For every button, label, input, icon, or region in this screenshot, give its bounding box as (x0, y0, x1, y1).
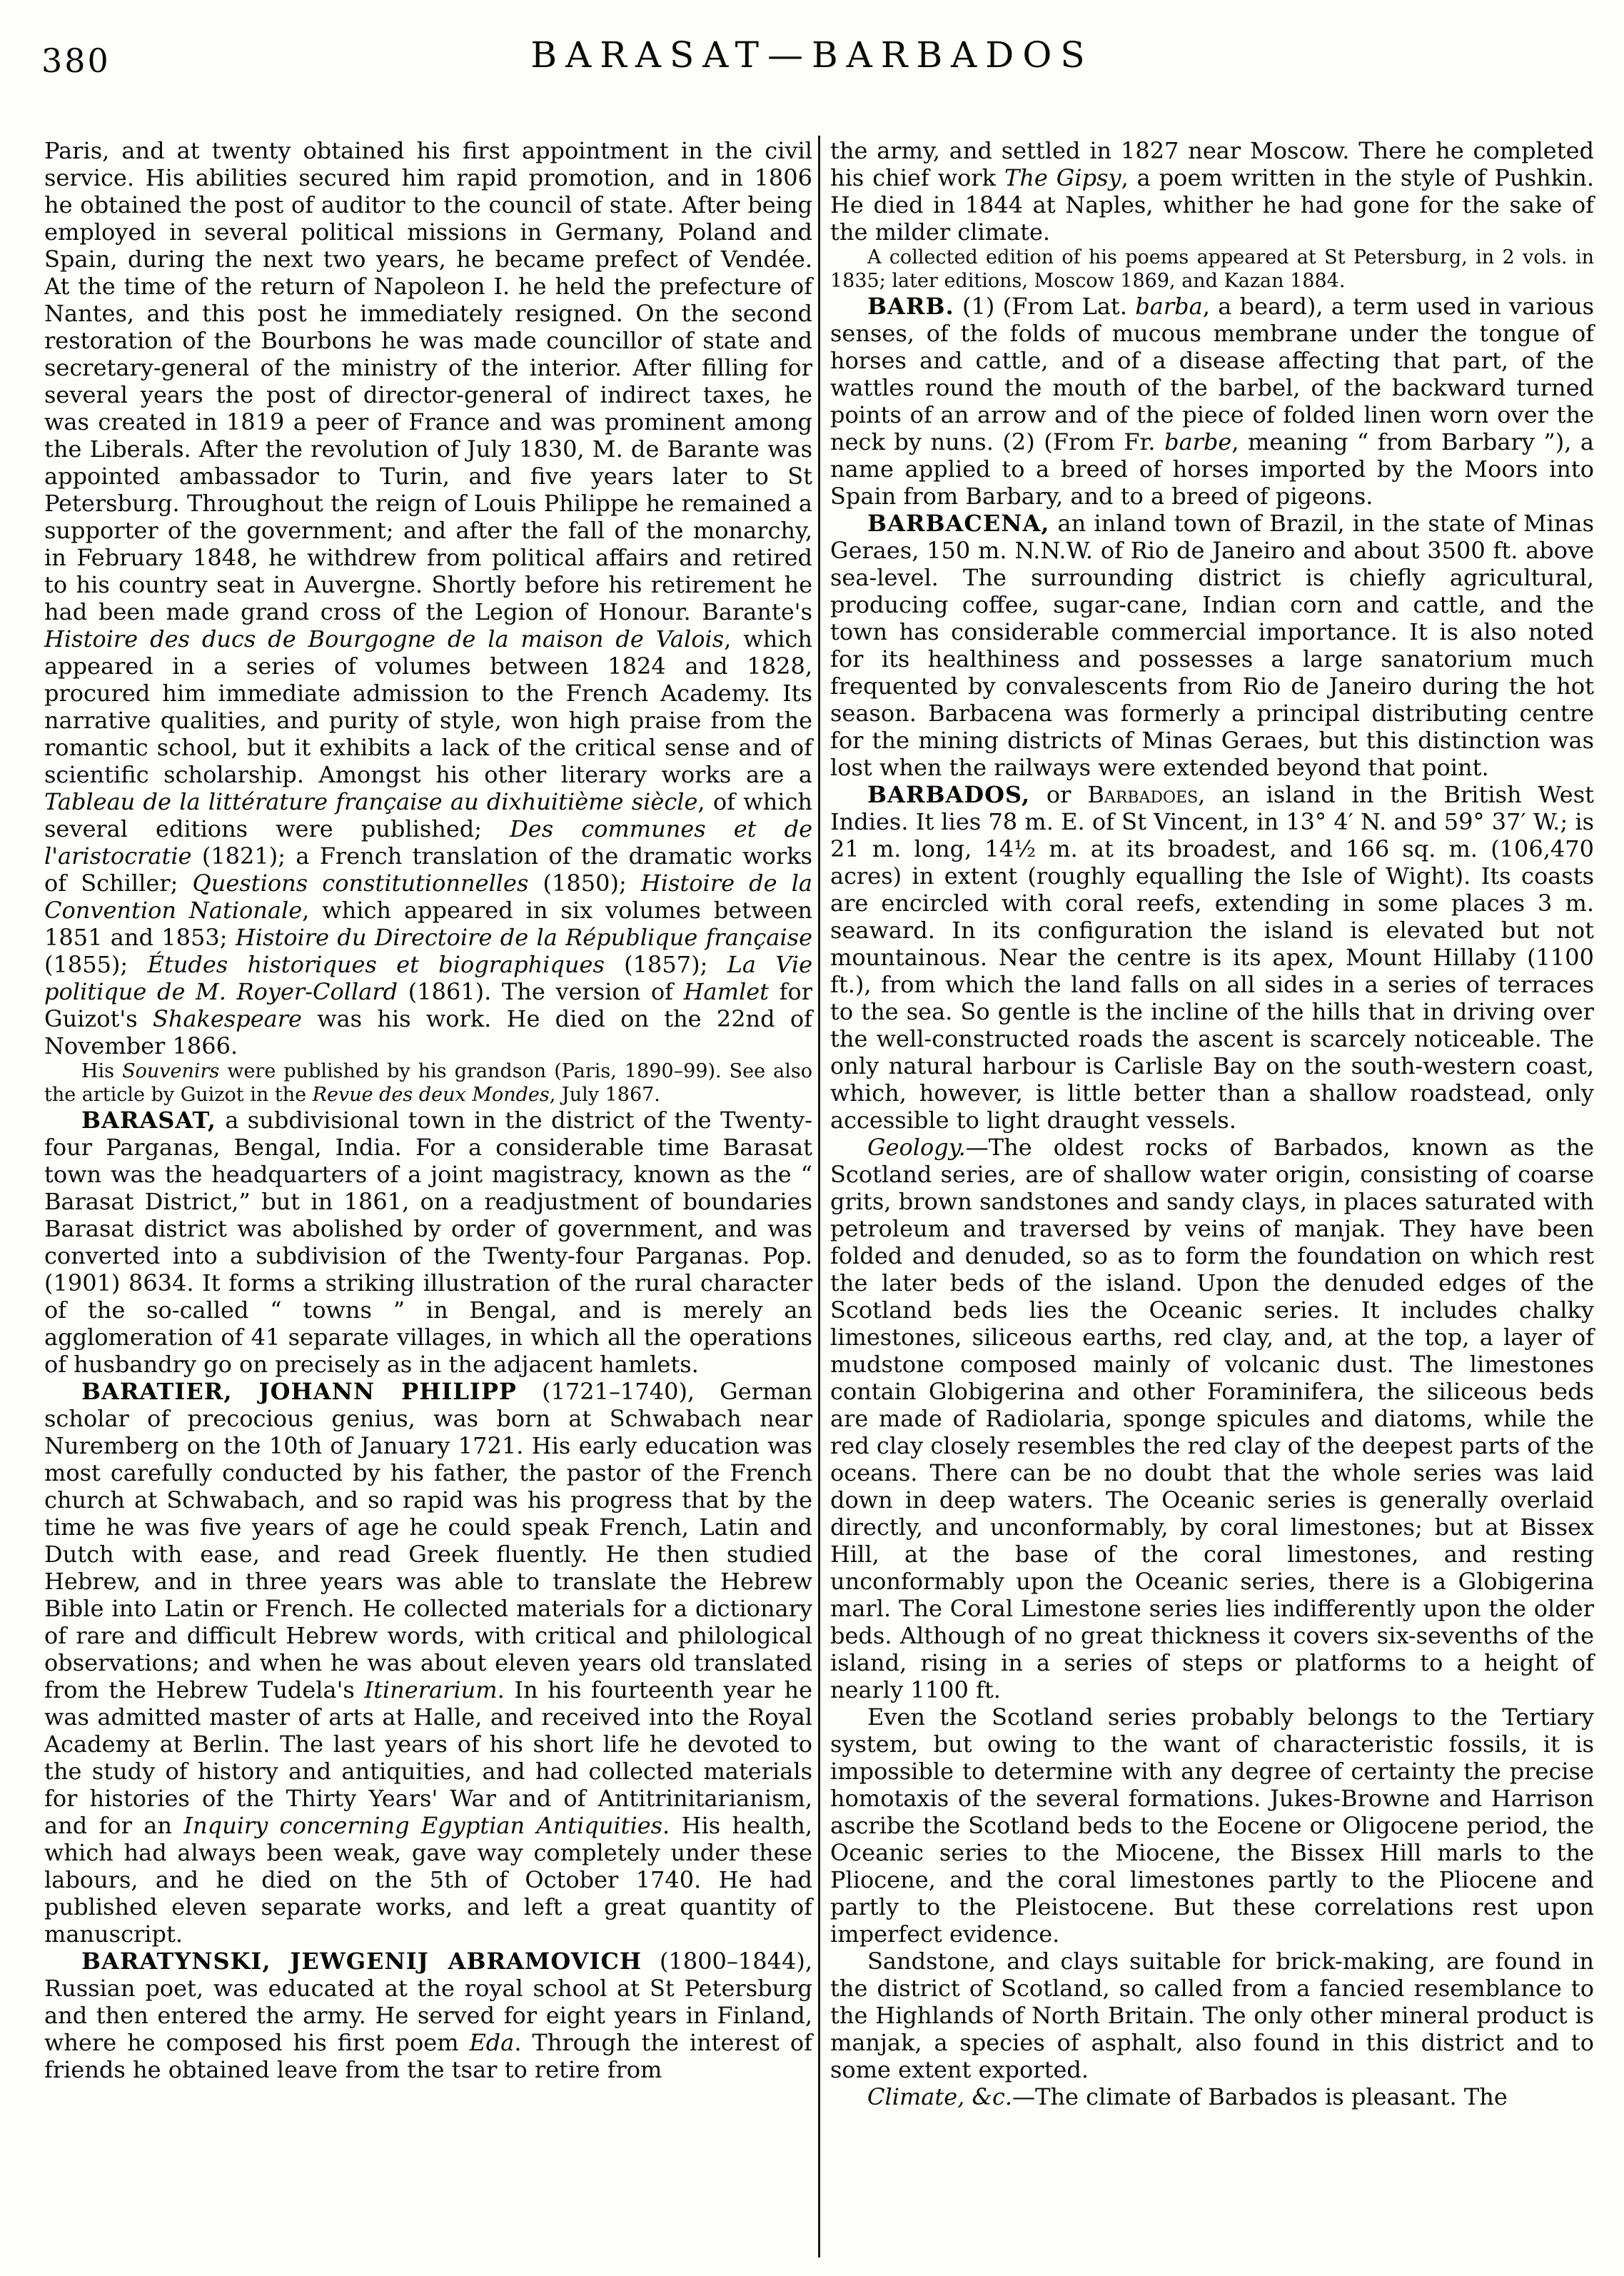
paragraph (44, 1378, 812, 1948)
smallcaps-run: Barbadoes (1087, 781, 1199, 808)
italic-run: Hamlet (683, 978, 769, 1005)
text-run: Even the Scotland series probably belongs to the Tertiary system, but owing to the want of characteristic fossils, it is impossible to determine with any degree of certainty the precise homotaxis of the several formations. Jukes-Browne and Harrison ascribe the Scotland beds to the Eocene or Oligocene period, the Oceanic series to the Miocene, the Bissex Hill marls to the Pliocene, and the coral limestones partly to the Pliocene and partly to the Pleistocene. But these correlations rest upon imperfect evidence. (830, 1703, 1594, 1948)
text-run: (1855); (44, 951, 148, 978)
italic-run: barba (1135, 293, 1203, 320)
text-run: (1800–1844), Russian poet, was educated at the royal school at St Petersburg and then entered the army. He served for eight years in Finland, where he composed his first poem (44, 1948, 812, 2056)
text-run: Sandstone, and clays suitable for brick-making, are found in the district of Scotland, so called from a fancied resemblance to the Highlands of North Britain. The only other mineral product is manjak, a species of asphalt, also found in this district and to some extent exported. (830, 1948, 1594, 2083)
text-run: were published by his grandson (Paris, 1890–99). See also the article by Guizot in the (44, 1060, 812, 1106)
italic-run: Itinerarium (364, 1676, 498, 1703)
text-run: . Through the interest of friends he obtained leave from the tsar to retire from (44, 2029, 813, 2083)
paragraph (830, 137, 1594, 246)
text-run: (1821); a French translation of the dramatic works of Schiller; (44, 842, 812, 897)
italic-run: Histoire du Directoire de la République française (235, 924, 813, 951)
entry-headword: BARATIER, JOHANN PHILIPP (81, 1378, 517, 1405)
text-run: —The oldest rocks of Barbados, known as the Scotland series, are of shallow water origin, consisting of coarse grits, brown sandstones and sandy clays, in places saturated with petroleum and traversed by veins of manjak. They have been folded and denuded, so as to form the foundation on which rest the later beds of the island. Upon the denuded edges of the Scotland beds lies the Oceanic series. It includes chalky limestones, siliceous earths, red clay, and, at the top, a layer of mudstone composed mainly of volcanic dust. The limestones contain Globigerina and other Foraminifera, the siliceous beds are made of Radiolaria, sponge spicules and diatoms, while the red clay closely resembles the red clay of the deepest parts of the oceans. There can be no doubt that the whole series was laid down in deep waters. The Oceanic series is generally overlaid directly, and unconformably, by coral limestones; but at Bissex Hill, at the base of the coral limestones, and resting unconformably upon the Oceanic series, there is a Globigerina marl. The Coral Limestone series lies indifferently upon the older beds. Although of no great thickness it covers six-sevenths of the island, rising in a series of steps or platforms to a height of nearly 1100 ft. (830, 1134, 1594, 1703)
italic-run: Inquiry concerning Egyptian Antiquities (183, 1812, 663, 1839)
text-run: His (81, 1060, 123, 1082)
italic-run: Des communes et de l'aristocratie (44, 815, 812, 870)
text-run: —The climate of Barbados is pleasant. The (1012, 2083, 1508, 2110)
text-run: an inland town of Brazil, in the state of Minas Geraes, 150 m. N.N.W. of Rio de Janeiro and about 3500 ft. above sea-level. The surrounding district is chiefly agricultural, producing coffee, sugar-cane, Indian corn and cattle, and the town has considerable commercial importance. It is also noted for its healthiness and possesses a large sanatorium much frequented by convalescents from Rio de Janeiro during the hot season. Barbacena was formerly a principal distributing centre for the mining districts of Minas Geraes, but this distinction was lost when the railways were extended beyond that point. (830, 510, 1594, 781)
italic-run: Histoire de la Convention Nationale (44, 870, 813, 924)
italic-run: Revue des deux Mondes (312, 1084, 550, 1106)
text-run: A collected edition of his poems appeared at St Petersburg, in 2 vols. in 1835; later editions, Moscow 1869, and Kazan 1884. (830, 246, 1594, 292)
text-run: , which appeared in a series of volumes between 1824 and 1828, procured him immediate admission to the French Academy. Its narrative qualities, and purity of style, won high praise from the romantic school, but it exhibits a lack of the critical sense and of scientific scholarship. Amongst his other literary works are a (44, 625, 812, 788)
paragraph (830, 293, 1594, 510)
paragraph (830, 246, 1594, 293)
right-column (830, 137, 1594, 2110)
running-head (0, 0, 1624, 107)
italic-run: The Gipsy (1004, 164, 1121, 191)
text-run: (1) (From Lat. (954, 293, 1136, 320)
text-run: , a beard), a term used in various senses, of the folds of mucous membrane under the tongue of horses and cattle, and of a disease affecting that part, of the wattles round the mouth of the barbel, of the backward turned points of an arrow and of the piece of folded linen worn over the neck by nuns. (2) (From Fr. (830, 293, 1595, 455)
text-run: the army, and settled in 1827 near Moscow. There he completed his chief work (830, 137, 1594, 191)
paragraph (830, 1703, 1594, 1948)
paragraph (830, 510, 1594, 781)
page-title: BARASAT—BARBADOS (530, 34, 1094, 76)
left-column (44, 137, 812, 2083)
italic-run: Tableau de la littérature française au dixhuitième siècle (44, 788, 698, 815)
text-area (0, 134, 1624, 2276)
text-run: , July 1867. (549, 1084, 660, 1106)
paragraph (44, 137, 812, 1059)
italic-run: Geology. (867, 1134, 966, 1161)
entry-headword: BARBADOS, (867, 781, 1031, 808)
text-run: (1850); (528, 870, 641, 897)
text-run: for Guizot's (44, 978, 813, 1032)
text-run: , a poem written in the style of Pushkin. He died in 1844 at Naples, whither he had gone for the sake of the milder climate. (830, 164, 1595, 246)
italic-run: La Vie politique de M. Royer-Collard (44, 951, 813, 1005)
paragraph (830, 2083, 1594, 2110)
entry-headword: BARBACENA, (867, 510, 1050, 537)
text-run: a subdivisional town in the district of the Twenty-four Parganas, Bengal, India. For a considerable time Barasat town was the headquarters of a joint magistracy, known as the “ Barasat District,” but in 1861, on a readjustment of boundaries Barasat district was abolished by order of government, and was converted into a subdivision of the Twenty-four Parganas. Pop. (1901) 8634. It forms a striking illustration of the rural character of the so-called “ towns ” in Bengal, and is merely an agglomeration of 41 separate villages, in which all the operations of husbandry go on precisely as in the adjacent hamlets. (44, 1107, 812, 1378)
italic-run: Shakespeare (152, 1005, 302, 1032)
page-number: 380 (41, 41, 111, 80)
text-run: or (1030, 781, 1088, 808)
text-run: , meaning “ from Barbary ”), a name applied to a breed of horses imported by the Moors into Spain from Barbary, and to a breed of pigeons. (830, 428, 1595, 510)
italic-run: Études historiques et biographiques (147, 951, 605, 978)
entry-headword: BARB. (867, 293, 954, 320)
italic-run: Climate, &c. (867, 2083, 1013, 2110)
italic-run: Questions constitutionnelles (192, 870, 529, 897)
text-run: (1861). The version of (398, 978, 684, 1005)
text-run: (1721–1740), German scholar of precocious genius, was born at Schwabach near Nuremberg on the 10th of January 1721. His early education was most carefully conducted by his father, the pastor of the French church at Schwabach, and so rapid was his progress that by the time he was five years of age he could speak French, Latin and Dutch with ease, and read Greek fluently. He then studied Hebrew, and in three years was able to translate the Hebrew Bible into Latin or French. He collected materials for a dictionary of rare and difficult Hebrew words, with critical and philological observations; and when he was about eleven years old translated from the Hebrew Tudela's (44, 1378, 813, 1703)
paragraph (830, 1134, 1594, 1703)
text-run: , of which several editions were published; (44, 788, 813, 842)
paragraph (44, 1059, 812, 1107)
text-run: Paris, and at twenty obtained his first appointment in the civil service. His abilities secured him rapid promotion, and in 1806 he obtained the post of auditor to the council of state. After being employed in several political missions in Germany, Poland and Spain, during the next two years, he became prefect of Vendée. At the time of the return of Napoleon I. he held the prefecture of Nantes, and this post he immediately resigned. On the second restoration of the Bourbons he was made councillor of state and secretary-general of the ministry of the interior. After filling for several years the post of director-general of indirect taxes, he was created in 1819 a peer of France and was prominent among the Liberals. After the revolution of July 1830, M. de Barante was appointed ambassador to Turin, and five years later to St Petersburg. Throughout the reign of Louis Philippe he remained a supporter of the government; and after the fall of the monarchy, in February 1848, he withdrew from political affairs and retired to his country seat in Auvergne. Shortly before his retirement he had been made grand cross of the Legion of Honour. Barante's (44, 137, 812, 625)
italic-run: Eda (469, 2029, 515, 2056)
paragraph (44, 1107, 812, 1378)
entry-headword: BARASAT, (81, 1107, 216, 1134)
column-divider (818, 136, 820, 2257)
italic-run: Souvenirs (122, 1060, 220, 1082)
text-run: . His health, which had always been weak, gave way completely under these labours, and he died on the 5th of October 1740. He had published eleven separate works, and left a great quantity of manuscript. (44, 1812, 812, 1948)
text-run: (1857); (604, 951, 727, 978)
entry-headword: BARATYNSKI, JEWGENIJ ABRAMOVICH (81, 1948, 642, 1975)
text-run: . In his fourteenth year he was admitted master of arts at Halle, and received into the Royal Academy at Berlin. The last years of his short life he devoted to the study of history and antiquities, and had collected materials for histories of the Thirty Years' War and of Antitrinitarianism, and for an (44, 1676, 813, 1839)
text-run: was his work. He died on the 22nd of November 1866. (44, 1005, 813, 1059)
text-run: , an island in the British West Indies. It lies 78 m. E. of St Vincent, in 13° 4′ N. and 59° 37′ W.; is 21 m. long, 14½ m. at its broadest, and 166 sq. m. (106,470 acres) in extent (roughly equalling the Isle of Wight). Its coasts are encircled with coral reefs, extending in some places 3 m. seaward. In its configuration the island is elevated but not mountainous. Near the centre is its apex, Mount Hillaby (1100 ft.), from which the land falls on all sides in a series of terraces to the sea. So gentle is the incline of the hills that in driving over the well-constructed roads the ascent is scarcely noticeable. The only natural harbour is Carlisle Bay on the south-western coast, which, however, is little better than a shallow roadstead, only accessible to light draught vessels. (830, 781, 1594, 1134)
paragraph (830, 781, 1594, 1134)
italic-run: barbe (1164, 428, 1232, 455)
text-run: , which appeared in six volumes between 1851 and 1853; (44, 897, 813, 951)
paragraph (44, 1948, 812, 2083)
italic-run: Histoire des ducs de Bourgogne de la maison de Valois (44, 625, 725, 653)
paragraph (830, 1948, 1594, 2083)
